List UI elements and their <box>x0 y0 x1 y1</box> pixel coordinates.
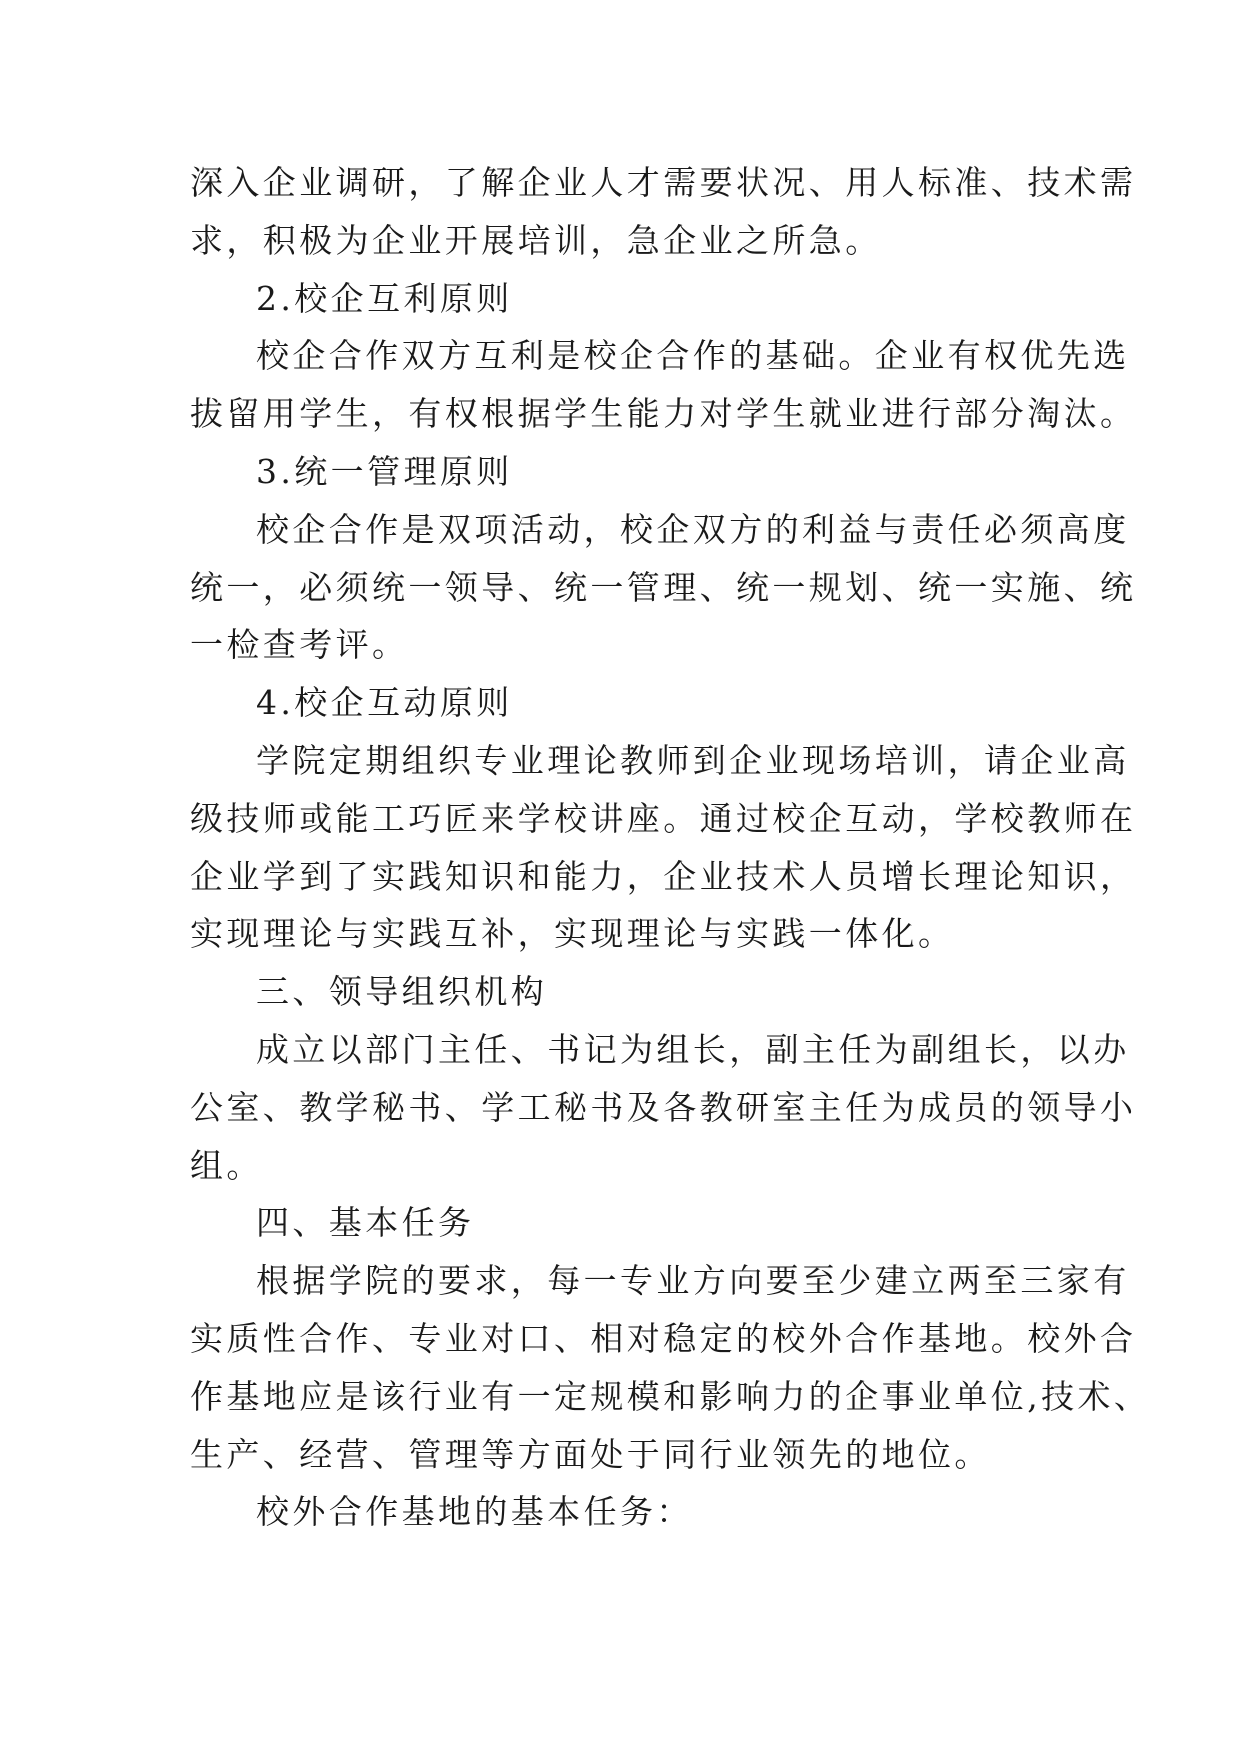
text-line: 校外合作基地的基本任务： <box>256 1492 693 1532</box>
text-line: 成立以部门主任、书记为组长，副主任为副组长，以办 <box>256 1029 1130 1069</box>
text-line: 统一，必须统一领导、统一管理、统一规划、统一实施、统 <box>190 567 1137 607</box>
text-line: 级技师或能工巧匠来学校讲座。通过校企互动，学校教师在 <box>190 798 1137 838</box>
text-line: 一检查考评。 <box>190 625 409 665</box>
text-line: 校企合作是双项活动，校企双方的利益与责任必须高度 <box>256 509 1130 549</box>
heading-line: 3.统一管理原则 <box>256 451 513 491</box>
heading-line: 2.校企互利原则 <box>256 278 513 318</box>
text-line: 公室、教学秘书、学工秘书及各教研室主任为成员的领导小 <box>190 1087 1137 1127</box>
section-heading <box>190 674 1070 732</box>
paragraph <box>190 327 1137 443</box>
section-heading <box>190 270 1070 328</box>
text-line: 求，积极为企业开展培训，急企业之所急。 <box>190 220 882 260</box>
section-heading <box>190 1194 1070 1252</box>
text-line: 实现理论与实践互补，实现理论与实践一体化。 <box>190 914 955 954</box>
paragraph <box>190 1021 1137 1194</box>
text-line: 根据学院的要求，每一专业方向要至少建立两至三家有 <box>256 1261 1130 1301</box>
text-line: 实质性合作、专业对口、相对稳定的校外合作基地。校外合 <box>190 1318 1137 1358</box>
document-body <box>190 154 1151 1541</box>
text-line: 学院定期组织专业理论教师到企业现场培训，请企业高 <box>256 740 1130 780</box>
section-heading <box>190 443 1070 501</box>
text-line: 校企合作双方互利是校企合作的基础。企业有权优先选 <box>256 336 1130 376</box>
section-heading <box>190 963 1070 1021</box>
paragraph <box>190 1252 1151 1483</box>
paragraph <box>190 1483 1070 1541</box>
paragraph <box>190 154 1137 270</box>
text-line: 作基地应是该行业有一定规模和影响力的企事业单位,技术、 <box>190 1376 1151 1416</box>
text-line: 拔留用学生，有权根据学生能力对学生就业进行部分淘汰。 <box>190 394 1137 434</box>
heading-line: 四、基本任务 <box>256 1203 475 1243</box>
text-line: 生产、经营、管理等方面处于同行业领先的地位。 <box>190 1434 991 1474</box>
heading-line: 三、领导组织机构 <box>256 972 548 1012</box>
paragraph <box>190 501 1137 674</box>
paragraph <box>190 732 1137 963</box>
text-line: 组。 <box>190 1145 263 1185</box>
text-line: 企业学到了实践知识和能力，企业技术人员增长理论知识， <box>190 856 1137 896</box>
heading-line: 4.校企互动原则 <box>256 683 513 723</box>
text-line: 深入企业调研，了解企业人才需要状况、用人标准、技术需 <box>190 163 1137 202</box>
